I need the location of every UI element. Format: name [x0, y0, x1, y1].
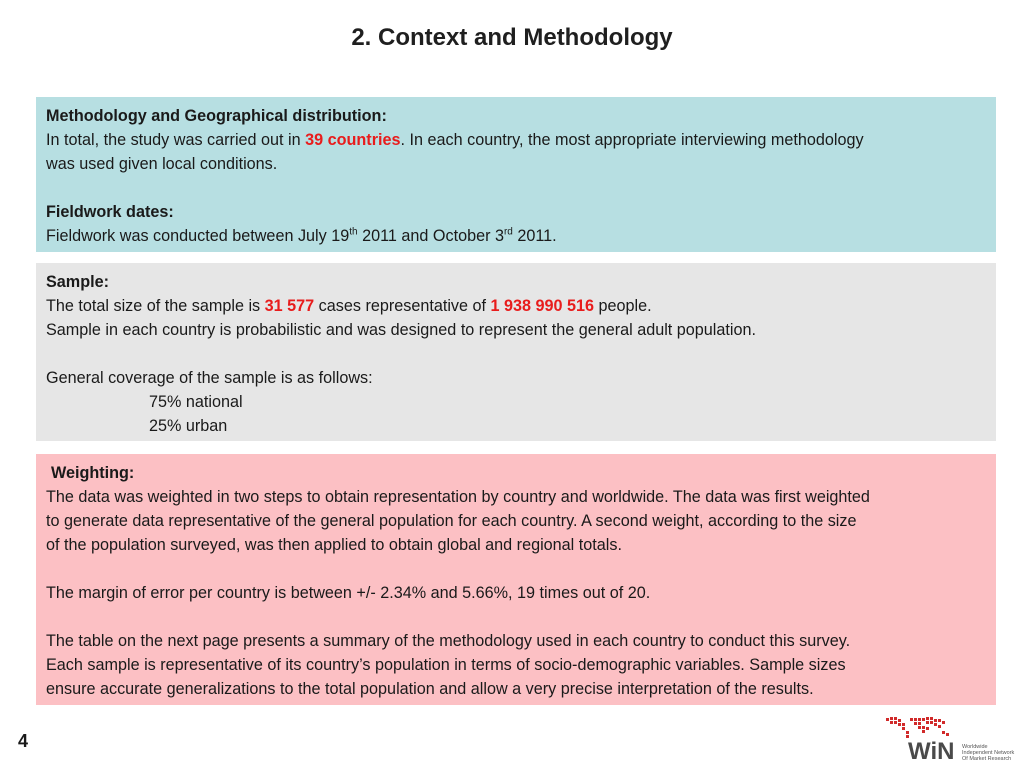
methodology-text-after: . In each country, the most appropriate interviewing methodology	[400, 131, 864, 149]
fieldwork-sup-a: th	[349, 226, 358, 238]
margin-of-error: The margin of error per country is between +/- 2.34% and 5.66%, 19 times out of 20.	[46, 584, 651, 602]
methodology-text-before: In total, the study was carried out in	[46, 131, 306, 149]
methodology-text-line1	[46, 128, 986, 152]
fieldwork-sup-b: rd	[503, 226, 513, 238]
logo-tagline-line: Independent Network	[962, 750, 1015, 756]
weighting-box	[36, 454, 996, 705]
methodology-heading: Methodology and Geographical distribution:	[46, 107, 387, 125]
sample-heading: Sample:	[46, 273, 109, 291]
sample-box	[36, 263, 996, 441]
sample-text-b: cases representative of	[314, 297, 491, 315]
page-number: 4	[18, 731, 29, 751]
fieldwork-text-a: Fieldwork was conducted between July 19	[46, 227, 350, 245]
coverage-heading: General coverage of the sample is as follows:	[46, 369, 373, 387]
coverage-item: 25% urban	[149, 417, 228, 435]
spacer	[46, 557, 986, 581]
countries-highlight: 39 countries	[305, 131, 401, 149]
logo-tagline-line: Of Market Research	[962, 756, 1012, 762]
logo-tagline	[962, 744, 1020, 762]
page-title: 2. Context and Methodology	[351, 24, 673, 51]
weighting-para3-line: Each sample is representative of its country’s population in terms of socio-demographic variables. Sample sizes	[46, 656, 846, 674]
sample-line2: Sample in each country is probabilistic and was designed to represent the general adult population.	[46, 321, 756, 339]
weighting-para3-line: ensure accurate generalizations to the total population and allow a very precise interpretation of the results.	[46, 680, 814, 698]
sample-size-line	[46, 294, 986, 318]
fieldwork-text-c: 2011.	[512, 227, 557, 245]
weighting-para1-line: The data was weighted in two steps to obtain representation by country and worldwide. The data was first weighted	[46, 488, 870, 506]
fieldwork-text-b: 2011 and October 3	[357, 227, 504, 245]
weighting-para1-line: of the population surveyed, was then applied to obtain global and regional totals.	[46, 536, 622, 554]
sample-size-highlight: 31 577	[264, 297, 315, 315]
weighting-para3-line: The table on the next page presents a summary of the methodology used in each country to conduct this survey.	[46, 632, 851, 650]
weighting-heading: Weighting:	[51, 464, 135, 482]
methodology-text-line2: was used given local conditions.	[46, 155, 278, 173]
fieldwork-heading: Fieldwork dates:	[46, 203, 174, 221]
population-highlight: 1 938 990 516	[490, 297, 595, 315]
win-logo	[882, 714, 1020, 766]
spacer	[46, 605, 986, 629]
sample-text-c: people.	[594, 297, 652, 315]
methodology-box	[36, 97, 996, 252]
logo-wordmark: WiN	[908, 738, 955, 765]
logo-tagline-line: Worldwide	[962, 744, 988, 750]
spacer	[46, 176, 986, 200]
sample-text-a: The total size of the sample is	[46, 297, 265, 315]
coverage-item: 75% national	[149, 393, 243, 411]
fieldwork-text	[46, 224, 986, 248]
weighting-para1-line: to generate data representative of the general population for each country. A second weight, according to the size	[46, 512, 857, 530]
spacer	[46, 342, 986, 366]
